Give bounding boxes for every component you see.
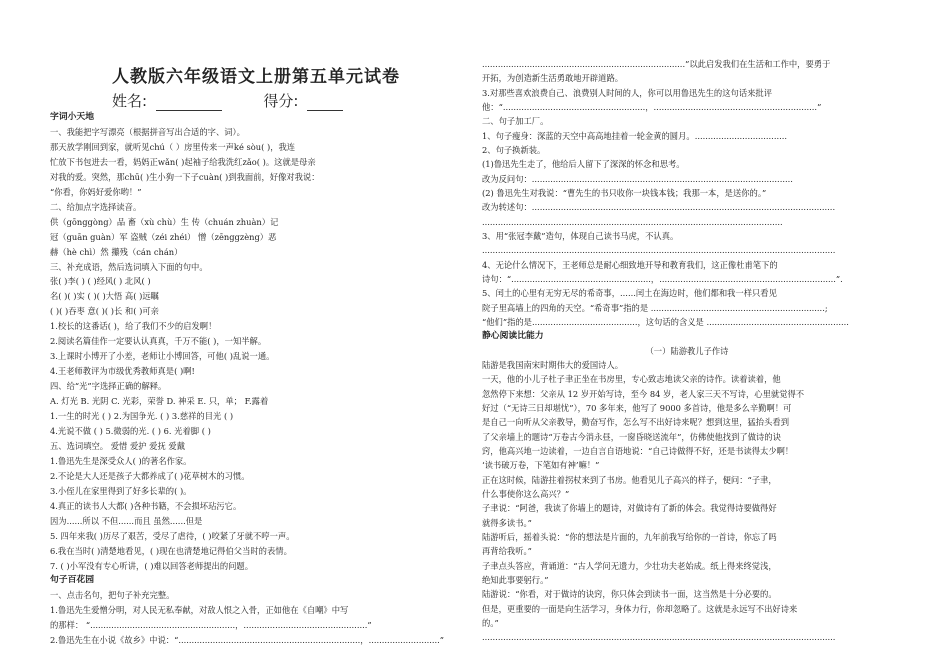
left-lines-line: 4.光说不做 ( ) 5.微弱的光. ( ) 6. 光着脚 ( ) — [50, 425, 211, 436]
right-lines-line: 院子里高墙上的四角的天空。“希奇事”指的是 ..................................................................; — [482, 302, 828, 313]
left-lines-line: 6.我在当时( )清楚地看见，( )现在也清楚地记得伯父当时的表情。 — [50, 545, 292, 556]
right-lines-line: 4、无论什么情况下，王老师总是耐心细致地开导和教育我们，这正像杜甫笔下的 — [482, 259, 778, 270]
right-lines-line: ...................................................................................................................................... — [482, 632, 836, 643]
right-lines-line: 3、用“张冠李戴”造句，体现自己读书马虎，不认真。 — [482, 230, 679, 241]
left-lines-line: 对我的爱。突然，那chū( )生小狗一下子cuàn( )到我面前，好像对我说： — [50, 171, 320, 182]
right-lines-line: 就得多读书。” — [482, 517, 532, 528]
right-lines-line: (2) 鲁迅先生对我说：“曹先生的书只收你一块钱本钱；我那一本，是送你的。” — [482, 187, 767, 198]
left-lines-line: 二、给加点字选择读音。 — [50, 201, 142, 212]
right-lines-line: ‘读书破万卷，下笔如有神’嘛！” — [482, 460, 600, 471]
right-lines-line: 诗句：“.....................................................，...................................................................”. — [482, 273, 843, 284]
left-lines-line: 四、给“光”字选择正确的解释。 — [50, 381, 167, 392]
left-lines-line: 2.鲁迅先生在小说《故乡》中说：“.....................................................................，...........................” — [50, 635, 445, 646]
left-lines-line: 赫（hè chì）然 攥残（cán chán） — [50, 246, 183, 257]
score-blank[interactable] — [307, 95, 343, 111]
left-lines-line: 4.真正的读书人大都( )各种书籍，不会损坏玷污它。 — [50, 500, 242, 511]
right-lines-line: 2、句子换新装。 — [482, 144, 546, 155]
right-lines-line: 一天，他的小儿子杜子聿正坐在书房里，专心致志地读父亲的诗作。读着读着，他 — [482, 374, 781, 385]
left-lines-line: 4.王老师教评为市级优秀教师真是( )啊! — [50, 366, 195, 377]
right-lines-line: 子聿说：“阿爸，我读了你墙上的题诗，对做诗有了新的体会。我觉得诗要做得好 — [482, 503, 777, 514]
left-lines-line: 3.小侄儿在家里得到了好多长辈的( )。 — [50, 485, 192, 496]
right-lines-line: 窍，他高兴地一边读着，一边自言自语地说：“自己诗做得不好，还是书读得太少啊！ — [482, 445, 794, 456]
right-lines-line: 开拓，为创造新生活勇敢地开辟道路。 — [482, 73, 624, 84]
left-lines-line: 5. 四年来我( )历尽了艰苦，受尽了虐待，( )咬紧了牙就不哼一声。 — [50, 530, 295, 541]
right-lines-line: 什么事使你这么高兴？” — [482, 488, 570, 499]
right-lines-line: .................................................................................................................. — [482, 216, 783, 227]
left-lines-line: 句子百花园 — [50, 575, 94, 586]
right-lines-line: 1、句子瘦身：深蓝的天空中高高地挂着一轮金黄的圆月。................................... — [482, 130, 788, 141]
page-title: 人教版六年级语文上册第五单元试卷 — [112, 67, 400, 87]
left-lines-line: 供（gōnggòng）品 畜（xù chù）生 传（chuán zhuàn）记 — [50, 216, 279, 227]
right-lines-line: 静心阅读比能力 — [482, 331, 544, 342]
left-lines-line: 五、选词填空。 爱惜 爱护 爱抚 爱戴 — [50, 440, 186, 451]
right-lines-line: ...................................................................................................................................... — [482, 245, 836, 256]
name-blank[interactable] — [156, 95, 222, 111]
right-lines-line: 忽然停下来想：父亲从 12 岁开始写诗，至今 84 岁，老人家三天不写诗，心里就觉得不 — [482, 388, 805, 399]
left-lines-line: 2.阅读名篇佳作一定要认认真真，千万不能( )，一知半解。 — [50, 336, 267, 347]
right-lines-line: 他：“......................................................，..............................................................” — [482, 101, 822, 112]
left-lines-line: 字词小天地 — [50, 112, 94, 122]
right-lines-line: 二、句子加工厂。 — [482, 116, 549, 127]
name-score-row — [112, 90, 343, 111]
left-lines-line: 2.不论是大人还是孩子大都养成了( )花草树木的习惯。 — [50, 470, 250, 481]
right-lines-line: （一）陆游教儿子作诗 — [645, 345, 729, 356]
right-lines-line: 了父亲墙上的题诗“万卷古今消永昼，一窗昏晓送流年”，仿佛使他找到了做诗的诀 — [482, 431, 781, 442]
right-lines-line: 子聿点头答应，背诵道：“古人学问无遗力，少壮功夫老始成。纸上得来终觉浅， — [482, 560, 777, 571]
name-label: 姓名: — [112, 92, 148, 110]
right-lines-line: 3.对那些喜欢浪费自己、浪费别人时间的人，你可以用鲁迅先生的这句话来批评 — [482, 87, 773, 98]
left-lines-line: 一、我能把字写漂亮（根据拼音写出合适的字、词）。 — [50, 126, 245, 137]
right-lines-line: 5、闰土的心里有无穷无尽的希奇事，......闰土在海边时，他们都和我一样只看见 — [482, 288, 777, 299]
right-lines-line: 是自己一向听从父亲教导，勤奋写作，怎么写不出好诗来呢？想到这里，猛抬头看到 — [482, 417, 789, 428]
left-lines-line: A. 灯光 B. 光阴 C. 光彩，荣誉 D. 神采 E. 只，单； F.露着 — [50, 396, 269, 407]
left-lines-line: 的那样： “.......................................................，...............................................” — [50, 620, 372, 631]
right-lines-line: 再背给我听。” — [482, 546, 532, 557]
left-lines-line: 张( )李( ) ( )经风( ) 北风( ) — [50, 276, 151, 287]
right-lines-line: 但是，更重要的一面是向生活学习，身体力行，你却忽略了。这就是永远写不出好诗来 — [482, 603, 798, 614]
left-lines-line: 忙放下书包进去一看，妈妈正wǎn( )起袖子给我洗红zǎo( )。这就是母亲 — [50, 156, 316, 167]
left-lines-line: 3.上课时小博开了小差，老师让小博回答，可他( )乱说一通。 — [50, 351, 275, 362]
left-lines-line: 1.鲁迅先生是深受众人( )的著名作家。 — [50, 455, 192, 466]
right-lines-line: “他们”指的是........................................，这句话的含义是 ...................................................... — [482, 316, 849, 327]
right-lines-line: 的。” — [482, 617, 499, 628]
right-lines-line: (1)鲁迅先生走了，他给后人留下了深深的怀念和思考。 — [482, 159, 685, 170]
left-lines-line: ( )( )吞枣 意( )( )长 和( )可亲 — [50, 306, 159, 317]
right-lines-line: 陆游听后，摇着头说：“你的想法是片面的，九年前我写给你的一首诗，你忘了吗 — [482, 531, 777, 542]
right-lines-line: 绝知此事要躬行。” — [482, 574, 549, 585]
left-lines-line: 因为......所以 不但......而且 虽然......但是 — [50, 515, 203, 526]
left-lines-line: 那天放学刚回到家，就听见chú（ ）房里传来一声ké sòu( )，我连 — [50, 141, 296, 152]
left-lines-line: 冠（guān guàn）军 盗贼（zéi zhéi） 憎（zēnggzèng）恶 — [50, 231, 277, 242]
right-lines-line: 陆游说：“你看，对于做诗的诀窍，你只体会到读书一面，这当然是十分必要的。 — [482, 589, 777, 600]
right-lines-line: 陆游是我国南宋时期伟大的爱国诗人。 — [482, 359, 624, 370]
right-lines-line: .............................................................................”以此启发我们在生活和工作中，要勇于 — [482, 59, 831, 69]
score-label: 得分: — [263, 92, 299, 110]
right-lines-line: 改为转述句：................................................................................................................... — [482, 202, 836, 213]
left-lines-line: 1.一生的时光 ( ) 2.为国争光. ( ) 3.慈祥的目光 ( ) — [50, 411, 234, 421]
right-lines-line: 改为反问句：................................................................................................... — [482, 173, 793, 184]
left-lines-line: 7. ( )小军没有专心听讲，( )难以回答老师提出的问题。 — [50, 560, 254, 571]
left-lines-line: 三、补充成语，然后选词填入下面的句中。 — [50, 261, 208, 272]
right-lines-line: 好过（“无诗三日却堪忧”），70 多年来，他写了 9000 多首诗，他是多么辛勤啊！可 — [482, 402, 792, 413]
left-lines-line: “你看，你妈好爱你哟！” — [50, 186, 142, 197]
left-lines-line: 1.鲁迅先生爱憎分明，对人民无私奉献，对敌人恨之入骨，正如他在《自嘲》中写 — [50, 605, 349, 616]
left-lines-line: 名( )( )实 ( )( )大悟 高( )远瞩 — [50, 291, 159, 302]
right-lines-line: 正在这时候，陆游拄着拐杖来到了书房。他看见儿子高兴的样子，便问：“子聿， — [482, 474, 777, 485]
left-lines-line: 一、点击名句，把句子补充完整。 — [50, 590, 175, 601]
left-lines-line: 1.校长的这番话( )，给了我们不少的启发啊！ — [50, 321, 217, 332]
